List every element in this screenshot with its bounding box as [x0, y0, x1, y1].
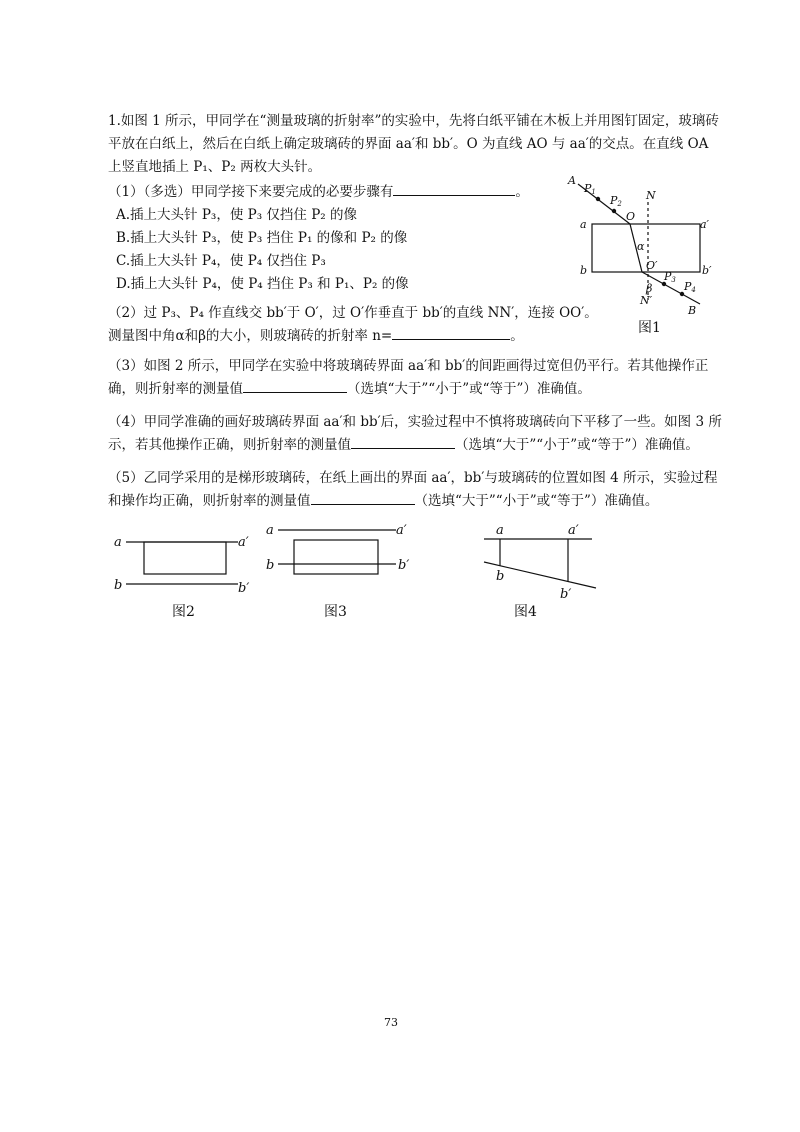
fig4-label-a-prime: a′	[568, 523, 579, 538]
fig1-label-N: N	[646, 189, 656, 202]
fig3-caption: 图3	[324, 604, 347, 620]
part2-line2-text: 测量图中角α和β的大小，则玻璃砖的折射率 n=	[108, 328, 393, 344]
fig3-label-b-prime: b′	[398, 558, 410, 573]
option-d: D.插上大头针 P₄，使 P₄ 挡住 P₃ 和 P₁、P₂ 的像	[116, 276, 409, 292]
part3-line2-tail: （选填“大于”“小于”或“等于”）准确值。	[347, 381, 591, 397]
fig1-label-a: a	[580, 218, 587, 231]
fig1-label-O-prime: O′	[646, 259, 658, 272]
part3-line2-text: 确，则折射率的测量值	[108, 381, 243, 397]
option-a: A.插上大头针 P₃，使 P₃ 仅挡住 P₂ 的像	[116, 207, 357, 223]
part4-line2-tail: （选填“大于”“小于”或“等于”）准确值。	[455, 437, 699, 453]
fig1-label-P4: P4	[684, 280, 696, 294]
fig1-pin-p1	[596, 197, 600, 201]
fig2-glass-block	[144, 542, 226, 574]
fig1-label-b-prime: b′	[702, 264, 712, 277]
part2-line1: （2）过 P₃、P₄ 作直线交 bb′于 O′，过 O′作垂直于 bb′的直线 NN′，连接 OO′。	[108, 305, 598, 321]
fig1-label-B: B	[688, 304, 697, 317]
part5-line2-text: 和操作均正确，则折射率的测量值	[108, 493, 311, 509]
option-c: C.插上大头针 P₄，使 P₄ 仅挡住 P₃	[116, 253, 326, 269]
part1-stem	[108, 181, 529, 203]
part5-answer-blank	[311, 490, 415, 505]
part3-answer-blank	[243, 378, 347, 393]
part4-answer-blank	[351, 434, 455, 449]
fig1-label-beta: β	[646, 282, 653, 295]
fig3-label-a-prime: a′	[396, 523, 407, 538]
fig1-label-A: A	[568, 174, 576, 187]
part4-line2	[108, 434, 699, 456]
part5-line1: （5）乙同学采用的是梯形玻璃砖，在纸上画出的界面 aa′，bb′与玻璃砖的位置如图 4 所示，实验过程	[108, 470, 718, 486]
fig1-caption: 图1	[638, 320, 661, 336]
fig1-label-O: O	[626, 210, 636, 223]
part1-answer-blank	[393, 181, 515, 196]
fig1-label-P3: P3	[664, 270, 676, 284]
part2-answer-blank	[392, 325, 510, 340]
option-b: B.插上大头针 P₃，使 P₃ 挡住 P₁ 的像和 P₂ 的像	[116, 230, 408, 246]
fig4-label-b: b	[496, 569, 505, 584]
fig2-label-b: b	[114, 578, 123, 593]
fig3-glass-block	[294, 540, 378, 574]
part2-end: 。	[510, 328, 524, 344]
part5-line2	[108, 490, 658, 512]
fig3-label-b: b	[266, 558, 275, 573]
fig1-label-a-prime: a′	[700, 218, 710, 231]
figure-3	[262, 518, 422, 623]
part2-line2	[108, 325, 524, 347]
fig4-caption: 图4	[514, 604, 537, 620]
part3-line2	[108, 378, 591, 400]
figure-2	[110, 528, 260, 623]
fig2-label-a: a	[114, 535, 122, 550]
figure-1	[560, 172, 720, 342]
page-number: 73	[384, 1016, 398, 1029]
part3-line1: （3）如图 2 所示，甲同学在实验中将玻璃砖界面 aa′和 bb′的间距画得过宽但仍平行。若其他操作正	[108, 358, 709, 374]
fig2-label-b-prime: b′	[238, 581, 250, 596]
figure-4	[480, 518, 610, 623]
fig1-label-P1: P1	[584, 182, 596, 196]
part4-line1: （4）甲同学准确的画好玻璃砖界面 aa′和 bb′后，实验过程中不慎将玻璃砖向下平移了一些。如图 3 所	[108, 414, 722, 430]
part1-stem-text: （1）（多选）甲同学接下来要完成的必要步骤有	[108, 184, 394, 200]
fig4-label-b-prime: b′	[560, 587, 572, 602]
fig3-label-a: a	[266, 523, 274, 538]
part4-line2-text: 示，若其他操作正确，则折射率的测量值	[108, 437, 351, 453]
fig2-label-a-prime: a′	[238, 535, 249, 550]
part1-end: 。	[515, 184, 529, 200]
fig1-label-N-prime: N′	[640, 294, 653, 307]
fig1-label-alpha: α	[637, 240, 645, 253]
question-intro: 1.如图 1 所示，甲同学在“测量玻璃的折射率”的实验中，先将白纸平铺在木板上并用图钉固定，玻璃砖平放在白纸上，然后在白纸上确定玻璃砖的界面 aa′和 bb′。O 为直线 AO 与 aa′的交点。在直线 OA 上竖直地插上 P₁、P₂ 两枚大头针。	[108, 113, 719, 175]
fig4-label-a: a	[496, 523, 504, 538]
fig2-caption: 图2	[172, 604, 195, 620]
part5-line2-tail: （选填“大于”“小于”或“等于”）准确值。	[414, 493, 659, 509]
fig1-label-P2: P2	[610, 194, 622, 208]
fig1-pin-p2	[612, 209, 616, 213]
fig1-label-b: b	[580, 264, 588, 277]
